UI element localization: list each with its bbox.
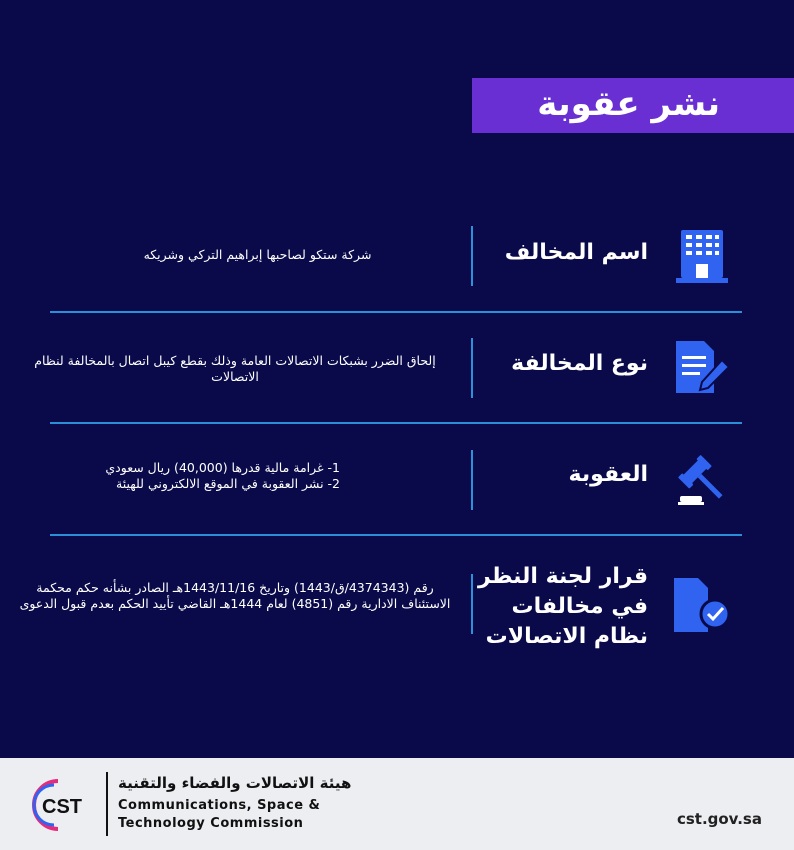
- committee-line-2: في مخالفات: [511, 594, 648, 619]
- row-divider: [471, 574, 473, 634]
- page-title: نشر عقوبة: [537, 84, 720, 124]
- penalty-line-2: 2- نشر العقوبة في الموقع الالكتروني للهيئة: [116, 476, 340, 491]
- value-violation-type: إلحاق الضرر بشبكات الاتصالات العامة وذلك بقطع كيبل اتصال بالمخالفة لنظام الاتصالات: [34, 353, 436, 384]
- org-en-line-1: Communications, Space &: [118, 798, 321, 813]
- footer-divider: [106, 772, 108, 836]
- row-divider: [471, 338, 473, 398]
- separator-line: [50, 534, 742, 536]
- value-committee-decision: رقم (4374343/ق/1443) وتاريخ 1443/11/16هـ الصادر بشأنه حكم محكمة الاستئناف الادارية رقم (4851) لعام 1444هـ القاضي تأييد الحكم بعدم قبول الدعوى: [19, 580, 451, 611]
- label-violation-type: نوع المخالفة: [511, 351, 648, 376]
- label-committee-decision: [478, 562, 648, 652]
- cst-logo: [28, 775, 98, 835]
- committee-line-3: نظام الاتصالات: [485, 624, 648, 649]
- verified-document-icon: [672, 576, 732, 636]
- building-icon: [674, 227, 730, 285]
- row-divider: [471, 450, 473, 510]
- value-violator-name: شركة ستكو لصاحبها إبراهيم التركي وشريكه: [143, 247, 372, 262]
- value-penalty: [60, 460, 340, 492]
- separator-line: [50, 422, 742, 424]
- committee-line-1: قرار لجنة النظر: [478, 564, 648, 589]
- gavel-icon: [674, 452, 732, 508]
- org-name-arabic: هيئة الاتصالات والفضاء والتقنية: [118, 774, 352, 792]
- label-penalty: العقوبة: [568, 462, 648, 487]
- label-violator-name: اسم المخالف: [504, 240, 648, 265]
- separator-line: [50, 311, 742, 313]
- row-divider: [471, 226, 473, 286]
- title-banner: [472, 78, 794, 133]
- penalty-line-1: 1- غرامة مالية قدرها (40,000) ريال سعودي: [105, 460, 340, 475]
- website-link[interactable]: cst.gov.sa: [676, 810, 762, 828]
- org-name-english: [118, 797, 320, 833]
- cst-logo-text: CST: [42, 796, 82, 818]
- document-edit-icon: [674, 338, 732, 396]
- org-en-line-2: Technology Commission: [118, 816, 304, 831]
